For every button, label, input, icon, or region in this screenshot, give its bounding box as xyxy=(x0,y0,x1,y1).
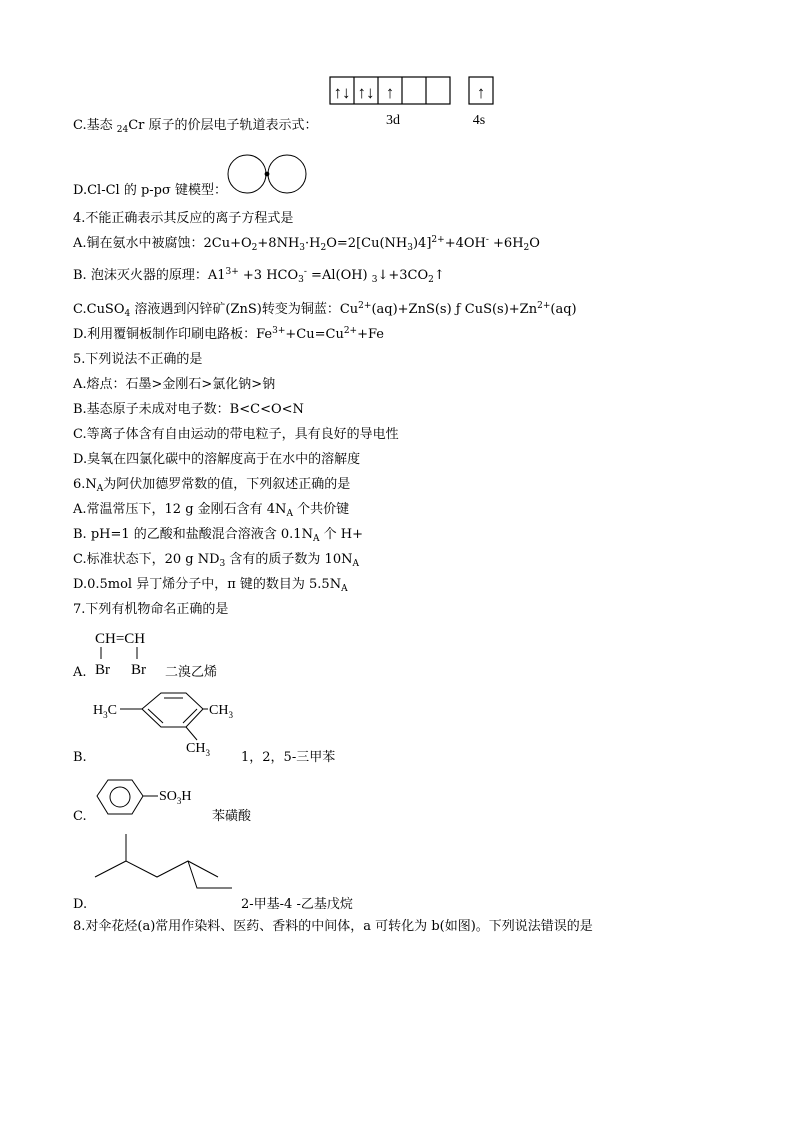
q6-option-a: A.常温常压下，12 g 金刚石含有 $4N_A$ 个共价键 xyxy=(73,502,350,519)
structure-dibromoethylene xyxy=(90,626,160,678)
q6-option-d: D.0.5mol 异丁烯分子中，π 键的数目为 $5.5N_A$ xyxy=(73,577,348,594)
q7-option-b-label: B. xyxy=(73,750,87,765)
q3-option-d: D.Cl-Cl 的 p-pσ 键模型： xyxy=(73,183,228,198)
q4-option-c: C.CuSO$_4$ 溶液遇到闪锌矿(ZnS)转变为铜蓝：$Cu^{2+}(aq)+ZnS(s)$ ƒ $CuS(s)+Zn^{2+}(aq)$ xyxy=(73,301,577,319)
orbital-cell-4s-1: ↑ xyxy=(476,83,486,102)
svg-text:SO3H: $SO_3H$ xyxy=(159,789,192,806)
q7-option-a-name: 二溴乙烯 xyxy=(165,665,218,680)
q7-option-d-label: D. xyxy=(73,897,88,912)
orbital-label-3d: 3d xyxy=(386,113,400,128)
q4-stem: 4.不能正确表示其反应的离子方程式是 xyxy=(73,211,294,226)
q4-option-d: D.利用覆铜板制作印刷电路板：$Fe^{3+}+Cu=Cu^{2+}+Fe$ xyxy=(73,326,385,342)
q7-option-d-name: 2-甲基-4 -乙基戊烷 xyxy=(241,897,353,912)
q7-option-a-label: A. xyxy=(73,665,87,680)
orbital-cell-3d-3: ↑ xyxy=(385,83,395,102)
q7-option-c-name: 苯磺酸 xyxy=(212,809,252,824)
orbital-label-4s: 4s xyxy=(472,113,486,128)
svg-text:CH3: $CH_3$ xyxy=(209,703,233,720)
orbital-boxes-3d xyxy=(330,77,450,104)
q7-option-c-label: C. xyxy=(73,809,87,824)
structure-trimethylbenzene xyxy=(90,683,250,763)
chem-br-left: Br xyxy=(95,662,110,678)
q4-option-a: A.铜在氨水中被腐蚀：$2Cu+O_2+8NH_3\cdot H_2O=2[Cu(NH_3)4]^{2+}+4OH^- +6H_2O$ xyxy=(73,235,540,253)
svg-text:CH3: $CH_3$ xyxy=(186,741,210,758)
q3-option-c: C.基态 $_{24}$Cr 原子的价层电子轨道表示式： xyxy=(73,118,318,135)
orbital-cell-3d-1: ↑↓ xyxy=(333,83,351,102)
orbital-box-4s xyxy=(469,77,493,104)
chem-ch-eq-ch: CH=CH xyxy=(95,631,146,647)
structure-skeletal-alkane xyxy=(90,828,250,898)
q5-option-b: B.基态原子未成对电子数：B<C<O<N xyxy=(73,402,304,417)
q5-option-d: D.臭氧在四氯化碳中的溶解度高于在水中的溶解度 xyxy=(73,452,361,467)
q6-option-b: B. pH=1 的乙酸和盐酸混合溶液含 $0.1N_A$ 个 H+ xyxy=(73,527,363,544)
orbital-cell-3d-2: ↑↓ xyxy=(357,83,375,102)
orbital-diagram xyxy=(325,72,505,130)
q7-option-b-name: 1，2，5-三甲苯 xyxy=(241,750,336,765)
q6-stem: $6.N_A$为阿伏加德罗常数的值，下列叙述正确的是 xyxy=(73,477,351,494)
chem-br-right: Br xyxy=(131,662,146,678)
svg-text:H3C: $H_3C$ xyxy=(93,703,117,720)
p-p-sigma-bond-model xyxy=(226,152,310,196)
q5-option-c: C.等离子体含有自由运动的带电粒子，具有良好的导电性 xyxy=(73,427,399,442)
q4-option-b: B. 泡沫灭火器的原理：$A1^{3+} +3$ $HCO_3^- =Al(OH)$ $_3↓+3CO_2↑$ xyxy=(73,267,445,285)
q6-option-c: C.标准状态下，20 g $ND_3$ 含有的质子数为 $10N_A$ xyxy=(73,552,359,569)
q7-stem: 7.下列有机物命名正确的是 xyxy=(73,602,229,617)
q8-stem: 8.对伞花烃(a)常用作染料、医药、香料的中间体，a 可转化为 b(如图)。下列说法错误的是 xyxy=(73,919,593,934)
structure-benzenesulfonic-acid xyxy=(92,776,217,824)
q5-option-a: A.熔点：石墨>金刚石>氯化钠>钠 xyxy=(73,377,276,392)
q5-stem: 5.下列说法不正确的是 xyxy=(73,352,203,367)
